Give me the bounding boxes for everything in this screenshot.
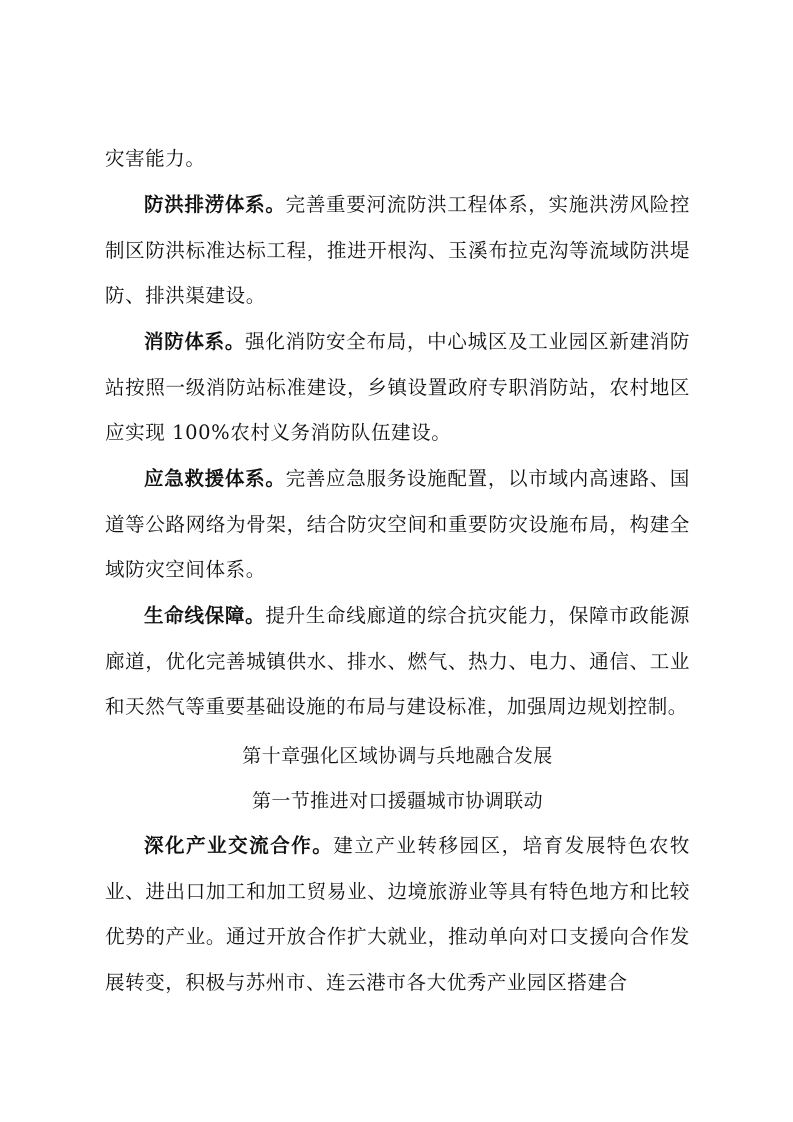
paragraph-lifeline xyxy=(105,593,690,730)
paragraph-lead: 深化产业交流合作。 xyxy=(144,834,334,857)
paragraph-lead: 消防体系。 xyxy=(144,330,246,353)
paragraph-text: 完善应急服务设施配置，以市域内高速路、国道等公路网络为骨架，结合防灾空间和重要防灾设施布局，构建全域防灾空间体系。 xyxy=(105,467,690,581)
paragraph-lead: 防洪排涝体系。 xyxy=(144,193,286,216)
paragraph-emergency-rescue xyxy=(105,456,690,593)
paragraph-continuation xyxy=(105,136,690,182)
paragraph-text: 强化消防安全布局，中心城区及工业园区新建消防站按照一级消防站标准建设，乡镇设置政府专职消防站，农村地区应实现 100%农村义务消防队伍建设。 xyxy=(105,330,690,444)
paragraph-text: 完善重要河流防洪工程体系，实施洪涝风险控制区防洪标准达标工程，推进开根沟、玉溪布拉克沟等流域防洪堤防、排洪渠建设。 xyxy=(105,193,690,307)
paragraph-fire-protection xyxy=(105,319,690,456)
paragraph-text: 灾害能力。 xyxy=(105,147,206,170)
paragraph-text: 建立产业转移园区，培育发展特色农牧业、进出口加工和加工贸易业、边境旅游业等具有特色地方和比较优势的产业。通过开放合作扩大就业，推动单向对口支援向合作发展转变，积极与苏州市、连云港市各大优秀产业园区搭建合 xyxy=(105,834,690,994)
paragraph-lead: 应急救援体系。 xyxy=(144,467,286,490)
chapter-title: 第十章强化区域协调与兵地融合发展 xyxy=(242,745,553,767)
paragraph-flood-control xyxy=(105,182,690,319)
section-title: 第一节推进对口援疆城市协调联动 xyxy=(251,790,543,812)
paragraph-industry-cooperation xyxy=(105,823,690,1005)
paragraph-text: 提升生命线廊道的综合抗灾能力，保障市政能源廊道，优化完善城镇供水、排水、燃气、热力、电力、通信、工业和天然气等重要基础设施的布局与建设标准，加强周边规划控制。 xyxy=(105,604,690,718)
paragraph-lead: 生命线保障。 xyxy=(144,604,266,627)
